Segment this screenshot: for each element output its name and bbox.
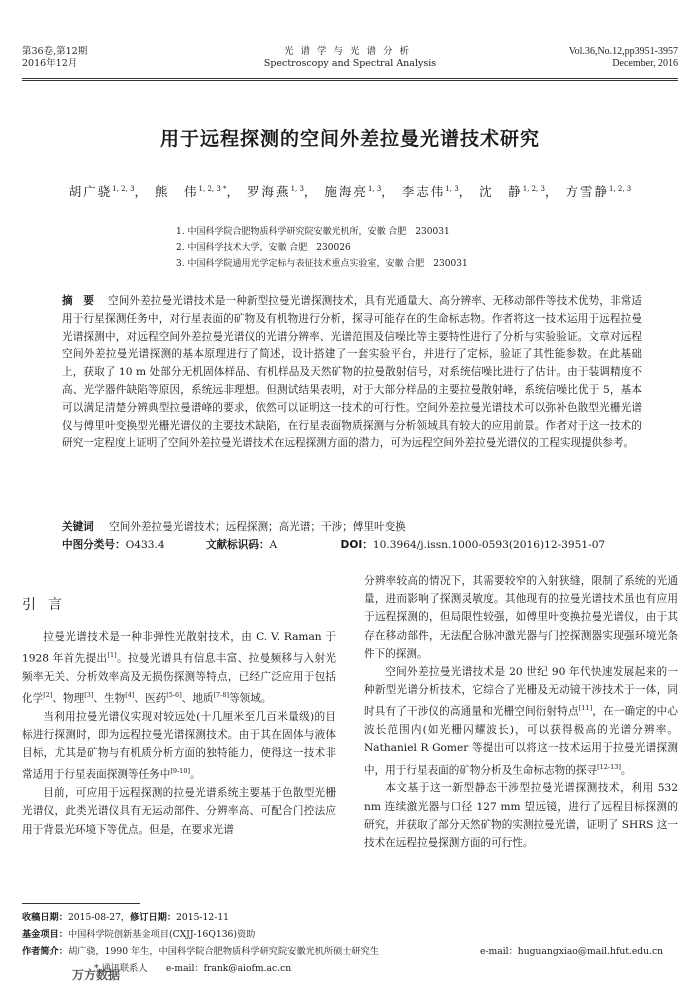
- volume-issue-en: Vol.36,No.12,pp3951-3957: [568, 46, 678, 57]
- keywords-text: 空间外差拉曼光谱技术；远程探测；高光谱；干涉；傅里叶变换: [109, 521, 406, 533]
- date-cn: 2016年12月: [22, 58, 78, 69]
- author-email: e-mail：huguangxiao@mail.hfut.edu.cn: [480, 946, 664, 957]
- paper-title: 用于远程探测的空间外差拉曼光谱技术研究: [159, 128, 540, 150]
- header-volume-en: [569, 46, 678, 70]
- footnotes: [22, 909, 682, 977]
- paragraph: 空间外差拉曼光谱技术是 20 世纪 90 年代快速发展起来的一种新型光谱分析技术，它综合了光栅及无动镜干涉技术于一体，同时具有了干涉仪的高通量和光栅空间衍射特点[11]，在一确定的中心波长范围内(如光栅闪耀波长)，可以获得极高的光谱分辨率。Nathaniel R Gomer 等提出可以将这一技术运用于拉曼光谱探测中，用于行星表面的矿物分析及生命标志物的探寻[12-13]。: [364, 666, 679, 777]
- abstract: [62, 293, 642, 453]
- journal-title-cn: 光谱学与光谱分析: [283, 46, 416, 57]
- affiliation-list: [176, 224, 468, 272]
- affiliation: 1. 中国科学院合肥物质科学研究院安徽光机所，安徽 合肥 230031: [176, 227, 450, 237]
- author: 胡广骁$^{1, 2, 3}$，: [68, 184, 150, 199]
- doi-label: DOI：: [340, 539, 373, 551]
- watermark-wanfang: 万方数据: [72, 968, 121, 982]
- header-rule-top: [22, 78, 678, 79]
- volume-issue-cn: 第36卷,第12期: [22, 46, 88, 57]
- footnote-rule: [22, 903, 140, 904]
- date-en: December, 2016: [612, 58, 678, 69]
- affiliation: 3. 中国科学院通用光学定标与表征技术重点实验室，安徽 合肥 230031: [176, 259, 468, 269]
- clc-value: O433.4: [125, 539, 165, 551]
- author: 罗海燕$^{1, 3}$，: [247, 184, 319, 199]
- paragraph: 当利用拉曼光谱仪实现对较远处(十几厘米至几百米量级)的目标进行探测时，即为远程拉曼光谱探测技术。由于其在固体与液体目标，尤其是矿物与有机质分析方面的独特能力，使得这一技术非常适用于行星表面探测等任务中[9-10]。: [22, 710, 336, 782]
- author: 沈 静$^{1, 2, 3}$，: [479, 184, 560, 199]
- affiliation: 2. 中国科学技术大学，安徽 合肥 230026: [176, 243, 351, 253]
- footnote-author-bio: 作者简介：胡广骁，1990 年生，中国科学院合肥物质科学研究院安徽光机所硕士研究生 e-mail：huguangxiao@mail.hfut.edu.cn: [22, 943, 682, 960]
- journal-title-en: Spectroscopy and Spectral Analysis: [263, 58, 437, 69]
- doc-code-value: A: [269, 539, 278, 551]
- section-heading-introduction: 引言: [22, 597, 74, 613]
- author: 李志伟$^{1, 3}$，: [401, 184, 474, 199]
- paragraph: 目前，可应用于远程探测的拉曼光谱系统主要基于色散型光栅光谱仪，此类光谱仪具有无运动部件、分辨率高、可配合门控法应用于背景光环境下等优点。但是，在要求光谱: [22, 787, 336, 836]
- body-left-column: [22, 628, 336, 839]
- paragraph: 拉曼光谱技术是一种非弹性光散射技术，由 C. V. Raman 于 1928 年首先提出[1]。拉曼光谱具有信息丰富、拉曼频移与入射光频率无关、分析效率高及无损伤探测等特点，已经广泛应用于包括化学[2]、物理[3]、生物[4]、医药[5-6]、地质[7-8]等领域。: [22, 631, 336, 705]
- clc-label: 中图分类号：: [62, 539, 126, 551]
- author: 施海亮$^{1, 3}$，: [324, 184, 396, 199]
- footnote-corresponding: * 通讯联系人 e-mail：frank@aiofm.ac.cn: [94, 963, 292, 974]
- paragraph: 本文基于这一新型静态干涉型拉曼光谱探测技术，利用 532 nm 连续激光器与口径 127 mm 望远镜，进行了远程目标探测的研究，并获取了部分天然矿物的实测拉曼光谱，证明了 SHRS 这一技术在远程拉曼探测方面的可行性。: [364, 782, 678, 849]
- doi-value: 10.3964/j.issn.1000-0593(2016)12-3951-07: [372, 539, 606, 551]
- keywords: [62, 519, 662, 537]
- keywords-label: 关键词: [62, 521, 94, 533]
- doc-code-label: 文献标识码：: [205, 539, 270, 551]
- header-rule-bottom: [22, 80, 678, 81]
- paragraph: 分辨率较高的情况下，其需要较窄的入射狭缝，限制了系统的光通量，进而影响了探测灵敏度。其他现有的拉曼光谱技术虽也有应用于远程探测的，但局限性较强，如傅里叶变换拉曼光谱仪，由于其存在移动部件，无法配合脉冲激光器与门控探测器实现强环境光条件下的探测。: [364, 575, 678, 660]
- author: 熊 伟$^{1, 2, 3 *}$，: [155, 184, 242, 199]
- abstract-label: 摘 要: [62, 295, 95, 307]
- footnote-dates: 收稿日期：2015-08-27，修订日期：2015-12-11: [22, 912, 230, 923]
- classification-row: [62, 537, 605, 555]
- abstract-text: 空间外差拉曼光谱技术是一种新型拉曼光谱探测技术，具有光通量大、高分辨率、无移动部件等技术优势，非常适用于行星探测任务中，对行星表面的矿物及有机物进行分析，探寻可能存在的生命标志物。作者将这一技术运用于远程拉曼光谱探测中，对远程空间外差拉曼光谱仪的光谱分辨率、光谱范围及信噪比等主要特性进行了分析与实验验证。文章对远程空间外差拉曼光谱探测的基本原理进行了简述，设计搭建了一套实验平台，并进行了定标，验证了其性能参数。在此基础上，获取了 10 m 处部分无机固体样品、有机样品及天然矿物的拉曼散射信号，对系统信噪比进行了估计。由于装调精度不高、光学器件缺陷等原因，系统远非理想。但测试结果表明，对于大部分样品的主要拉曼散射峰，系统信噪比优于 5，基本可以满足清楚分辨典型拉曼谱峰的要求，依然可以证明这一技术的可行性。空间外差拉曼光谱技术可以弥补色散型光栅光谱仪与傅里叶变换型光栅光谱仪的主要技术缺陷，在行星表面物质探测与分析领域具有较大的应用前景。作者对于这一技术的研究一定程度上证明了空间外差拉曼光谱技术在远程探测方面的潜力，可为远程空间外差拉曼光谱仪的工程实现提供参考。: [62, 295, 642, 450]
- author-list: [0, 182, 700, 200]
- footnote-fund: 基金项目：中国科学院创新基金项目(CXJJ-16Q136)资助: [22, 929, 256, 940]
- body-right-column: [364, 572, 678, 852]
- author: 方雪静$^{1, 2, 3}$: [565, 184, 632, 199]
